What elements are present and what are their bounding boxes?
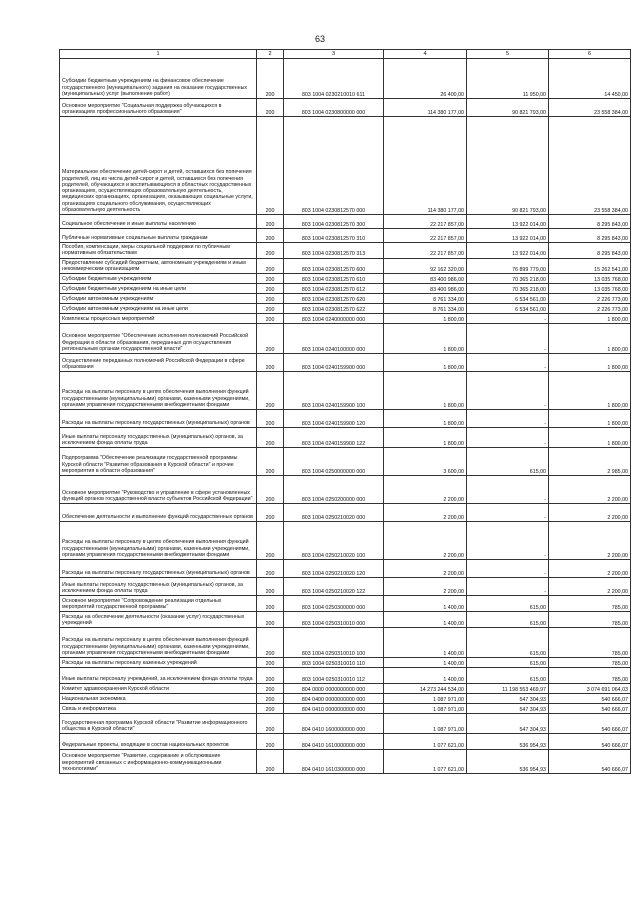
row-col5-cell: -	[467, 578, 549, 596]
row-col6-cell: 785,00	[549, 658, 631, 668]
page-number: 63	[314, 34, 325, 44]
row-col5-cell: 90 821 793,00	[467, 117, 549, 215]
table-row	[60, 522, 631, 560]
row-name-cell: Расходы на выплаты персоналу государственных (муниципальных) органов	[60, 560, 257, 578]
row-col2-cell: 200	[257, 448, 284, 476]
table-row	[60, 596, 631, 612]
row-col5-cell: -	[467, 354, 549, 372]
row-code-cell: 803 1004 0250210020 120	[284, 560, 384, 578]
row-col4-cell: 1 077 621,00	[384, 750, 467, 774]
row-col4-cell: 26 400,00	[384, 59, 467, 99]
row-code-cell: 803 1004 0230812570 622	[284, 304, 384, 314]
row-name-cell: Социальное обеспечение и иные выплаты населению	[60, 215, 257, 229]
row-col2-cell: 200	[257, 294, 284, 304]
row-col4-cell: 1 400,00	[384, 612, 467, 628]
row-code-cell: 803 1004 0250210020 000	[284, 504, 384, 522]
row-col5-cell: -	[467, 410, 549, 428]
row-col4-cell: 92 162 320,00	[384, 258, 467, 274]
row-code-cell: 804 0410 1610300000 000	[284, 750, 384, 774]
column-header: 4	[384, 50, 467, 59]
table-row	[60, 448, 631, 476]
row-name-cell: Иные выплаты персоналу учреждений, за исключением фонда оплаты труда	[60, 668, 257, 684]
row-code-cell: 803 1004 0250310010 110	[284, 658, 384, 668]
row-col4-cell: 8 761 334,00	[384, 294, 467, 304]
row-col5-cell: 90 821 793,00	[467, 99, 549, 117]
row-col5-cell: 615,00	[467, 612, 549, 628]
table-row	[60, 354, 631, 372]
table-row	[60, 612, 631, 628]
row-col5-cell: 13 922 014,00	[467, 243, 549, 259]
row-name-cell: Предоставление субсидий бюджетным, автономным учреждениям и иным некоммерческим организациям	[60, 258, 257, 274]
row-name-cell: Федеральные проекты, входящие в состав национальных проектов	[60, 734, 257, 750]
row-col2-cell: 200	[257, 274, 284, 284]
row-col5-cell: 547 304,93	[467, 704, 549, 714]
row-col6-cell: 15 262 541,00	[549, 258, 631, 274]
row-col5-cell: 13 922 014,00	[467, 229, 549, 243]
row-col2-cell: 200	[257, 476, 284, 504]
row-name-cell: Основное мероприятие "Развитие, содержание и обслуживание мероприятий связанных с информационно-коммуникационными технологиями"	[60, 750, 257, 774]
row-name-cell: Государственная программа Курской области "Развитие информационного общества в Курской области"	[60, 714, 257, 734]
row-col4-cell: 2 200,00	[384, 522, 467, 560]
row-code-cell: 804 0410 0000000000 000	[284, 704, 384, 714]
row-code-cell: 803 1004 0240000000 000	[284, 314, 384, 324]
row-col6-cell: 540 666,07	[549, 694, 631, 704]
row-name-cell: Субсидии бюджетным учреждениям на иные цели	[60, 284, 257, 294]
row-name-cell: Иные выплаты персоналу государственных (муниципальных) органов, за исключением фонда оплаты труда	[60, 578, 257, 596]
row-name-cell: Публичные нормативные социальные выплаты гражданам	[60, 229, 257, 243]
row-col2-cell: 200	[257, 243, 284, 259]
row-code-cell: 803 1004 0230800000 000	[284, 99, 384, 117]
row-col2-cell: 200	[257, 428, 284, 448]
row-code-cell: 803 1004 0250310010 100	[284, 628, 384, 658]
row-name-cell: Осуществление переданных полномочий Российской Федерации в сфере образования	[60, 354, 257, 372]
row-col2-cell: 200	[257, 284, 284, 294]
row-col5-cell: 615,00	[467, 668, 549, 684]
row-col2-cell: 200	[257, 99, 284, 117]
row-col4-cell: 1 800,00	[384, 372, 467, 410]
row-col6-cell: 8 295 843,00	[549, 243, 631, 259]
row-name-cell: Расходы на выплаты персоналу в целях обеспечения выполнения функций государственными (муниципальными) органами, казенными учреждениями, органами управления государственными внебюджетными фондами	[60, 522, 257, 560]
row-col5-cell: 615,00	[467, 448, 549, 476]
column-header: 1	[60, 50, 257, 59]
budget-table	[59, 49, 631, 774]
table-row	[60, 578, 631, 596]
row-col4-cell: 1 800,00	[384, 324, 467, 354]
row-col4-cell: 22 217 857,00	[384, 215, 467, 229]
row-col4-cell: 8 761 334,00	[384, 304, 467, 314]
row-name-cell: Субсидии бюджетным учреждениям	[60, 274, 257, 284]
row-col6-cell: 23 558 384,00	[549, 117, 631, 215]
row-code-cell: 803 1004 0250310010 112	[284, 668, 384, 684]
row-col5-cell: -	[467, 372, 549, 410]
row-code-cell: 803 1004 0250000000 000	[284, 448, 384, 476]
row-code-cell: 803 1004 0250200000 000	[284, 476, 384, 504]
row-col6-cell: 2 200,00	[549, 578, 631, 596]
row-col4-cell: 1 077 621,00	[384, 734, 467, 750]
row-col4-cell: 114 380 177,00	[384, 99, 467, 117]
row-col4-cell: 2 200,00	[384, 560, 467, 578]
row-name-cell: Комплексы процессных мероприятий	[60, 314, 257, 324]
row-col6-cell: 8 295 843,00	[549, 215, 631, 229]
row-col6-cell: 785,00	[549, 628, 631, 658]
row-col5-cell: 13 922 014,00	[467, 215, 549, 229]
row-code-cell: 803 1004 0240100000 000	[284, 324, 384, 354]
row-col4-cell: 2 200,00	[384, 504, 467, 522]
row-name-cell: Подпрограмма "Обеспечение реализации государственной программы Курской области "Развитие образования в Курской области" и прочие мероприятия в области образования"	[60, 448, 257, 476]
row-col4-cell: 1 087 971,00	[384, 704, 467, 714]
row-name-cell: Национальная экономика	[60, 694, 257, 704]
row-name-cell: Расходы на выплаты персоналу в целях обеспечения выполнения функций государственными (муниципальными) органами, казенными учреждениями, органами управления государственными внебюджетными фондами	[60, 372, 257, 410]
column-header: 2	[257, 50, 284, 59]
row-col4-cell: 2 200,00	[384, 476, 467, 504]
row-col6-cell: 8 295 843,00	[549, 229, 631, 243]
row-col5-cell: 6 534 561,00	[467, 304, 549, 314]
row-col4-cell: 2 200,00	[384, 578, 467, 596]
row-col6-cell: 1 800,00	[549, 428, 631, 448]
row-col2-cell: 200	[257, 354, 284, 372]
row-col2-cell: 200	[257, 596, 284, 612]
row-col5-cell: 615,00	[467, 658, 549, 668]
table-row	[60, 694, 631, 704]
row-col6-cell: 2 200,00	[549, 560, 631, 578]
row-col6-cell: 2 226 773,00	[549, 304, 631, 314]
table-row	[60, 284, 631, 294]
row-col5-cell: 76 899 779,00	[467, 258, 549, 274]
row-col4-cell: 1 400,00	[384, 596, 467, 612]
row-col2-cell: 200	[257, 504, 284, 522]
table-row	[60, 750, 631, 774]
row-col5-cell: 615,00	[467, 596, 549, 612]
table-row	[60, 294, 631, 304]
row-code-cell: 804 0410 1600000000 000	[284, 714, 384, 734]
row-col2-cell: 200	[257, 410, 284, 428]
row-col2-cell: 200	[257, 734, 284, 750]
row-col5-cell: 547 304,93	[467, 694, 549, 704]
table-row	[60, 372, 631, 410]
row-col6-cell: 2 226 773,00	[549, 294, 631, 304]
row-code-cell: 803 1004 0230812570 313	[284, 243, 384, 259]
table-row	[60, 714, 631, 734]
row-col2-cell: 200	[257, 314, 284, 324]
column-header: 6	[549, 50, 631, 59]
row-code-cell: 803 1004 0240159900 122	[284, 428, 384, 448]
row-col6-cell: 14 450,00	[549, 59, 631, 99]
row-col6-cell: 13 035 768,00	[549, 284, 631, 294]
table-row	[60, 274, 631, 284]
row-code-cell: 803 1004 0250210020 100	[284, 522, 384, 560]
row-col6-cell: 785,00	[549, 596, 631, 612]
row-col5-cell: 536 954,93	[467, 750, 549, 774]
row-col2-cell: 200	[257, 578, 284, 596]
row-code-cell: 803 1004 0230812570 620	[284, 294, 384, 304]
row-name-cell: Иные выплаты персоналу государственных (муниципальных) органов, за исключением фонда оплаты труда	[60, 428, 257, 448]
row-col4-cell: 83 400 986,00	[384, 274, 467, 284]
row-col2-cell: 200	[257, 684, 284, 694]
row-col6-cell: 13 035 768,00	[549, 274, 631, 284]
row-code-cell: 803 1004 0230812570 310	[284, 229, 384, 243]
table-row	[60, 658, 631, 668]
row-code-cell: 804 0000 0000000000 000	[284, 684, 384, 694]
row-col2-cell: 200	[257, 304, 284, 314]
row-col5-cell: 70 365 218,00	[467, 284, 549, 294]
row-name-cell: Основное мероприятие "Сопровождение реализации отдельных мероприятий государственной программы"	[60, 596, 257, 612]
row-code-cell: 804 0410 1610000000 000	[284, 734, 384, 750]
table-row	[60, 628, 631, 658]
row-col6-cell: 2 200,00	[549, 522, 631, 560]
table-row	[60, 117, 631, 215]
row-code-cell: 803 1004 0230210010 611	[284, 59, 384, 99]
row-col6-cell: 540 666,07	[549, 750, 631, 774]
row-name-cell: Субсидии автономным учреждениям на иные цели	[60, 304, 257, 314]
row-col2-cell: 200	[257, 324, 284, 354]
table-row	[60, 476, 631, 504]
row-col5-cell: 6 534 561,00	[467, 294, 549, 304]
row-col6-cell: 23 558 384,00	[549, 99, 631, 117]
row-col5-cell: -	[467, 522, 549, 560]
row-code-cell: 803 1004 0250210020 122	[284, 578, 384, 596]
row-col5-cell: -	[467, 428, 549, 448]
table-row	[60, 304, 631, 314]
row-col2-cell: 200	[257, 258, 284, 274]
row-col5-cell: 615,00	[467, 628, 549, 658]
row-name-cell: Субсидии автономным учреждениям	[60, 294, 257, 304]
row-name-cell: Расходы на обеспечение деятельности (оказание услуг) государственных учреждений	[60, 612, 257, 628]
row-name-cell: Основное мероприятие "Обеспечение исполнения полномочий Российской Федерации в области образования, переданных для осуществления региональным органам государственной власти"	[60, 324, 257, 354]
row-name-cell: Пособия, компенсации, меры социальной поддержки по публичным нормативным обязательствам	[60, 243, 257, 259]
row-col6-cell: 540 666,07	[549, 714, 631, 734]
row-col4-cell: 1 800,00	[384, 354, 467, 372]
table-row	[60, 704, 631, 714]
row-col4-cell: 14 273 244 534,00	[384, 684, 467, 694]
row-name-cell: Основное мероприятие "Руководство и управление в сфере установленных функций органов государственной власти субъектов Российской Федерации"	[60, 476, 257, 504]
row-col6-cell: 1 800,00	[549, 324, 631, 354]
row-col5-cell: -	[467, 560, 549, 578]
row-col4-cell: 22 217 857,00	[384, 243, 467, 259]
row-col4-cell: 83 400 986,00	[384, 284, 467, 294]
table-row	[60, 668, 631, 684]
table-row	[60, 684, 631, 694]
header-row	[60, 50, 631, 59]
row-code-cell: 803 1004 0230812570 000	[284, 117, 384, 215]
table-row	[60, 504, 631, 522]
row-col4-cell: 1 800,00	[384, 410, 467, 428]
row-col4-cell: 1 400,00	[384, 628, 467, 658]
row-col2-cell: 200	[257, 750, 284, 774]
row-col5-cell: 11 950,00	[467, 59, 549, 99]
table-row	[60, 324, 631, 354]
row-col2-cell: 200	[257, 522, 284, 560]
column-header: 5	[467, 50, 549, 59]
row-col4-cell: 114 380 177,00	[384, 117, 467, 215]
table-row	[60, 215, 631, 229]
row-col4-cell: 1 800,00	[384, 314, 467, 324]
row-col4-cell: 22 217 857,00	[384, 229, 467, 243]
row-name-cell: Расходы на выплаты персоналу казенных учреждений	[60, 658, 257, 668]
row-col2-cell: 200	[257, 628, 284, 658]
row-col5-cell: -	[467, 314, 549, 324]
row-name-cell: Обеспечение деятельности и выполнение функций государственных органов	[60, 504, 257, 522]
row-col6-cell: 1 800,00	[549, 354, 631, 372]
table-row	[60, 560, 631, 578]
row-col5-cell: 547 304,93	[467, 714, 549, 734]
row-code-cell: 803 1004 0230812570 600	[284, 258, 384, 274]
table-row	[60, 243, 631, 259]
row-col2-cell: 200	[257, 714, 284, 734]
row-code-cell: 803 1004 0230812570 610	[284, 274, 384, 284]
row-col4-cell: 1 087 971,00	[384, 694, 467, 704]
row-col6-cell: 2 200,00	[549, 476, 631, 504]
row-name-cell: Комитет здравоохранения Курской области	[60, 684, 257, 694]
row-col6-cell: 2 985,00	[549, 448, 631, 476]
row-col4-cell: 3 600,00	[384, 448, 467, 476]
row-name-cell: Расходы на выплаты персоналу в целях обеспечения выполнения функций государственными (муниципальными) органами, казенными учреждениями, органами управления государственными внебюджетными фондами	[60, 628, 257, 658]
row-name-cell: Материальное обеспечение детей-сирот и детей, оставшихся без попечения родителей, лиц из числа детей-сирот и детей, оставшихся без попечения родителей, обучающихся и воспитывающихся в областных государственных организациях, осуществляющих образовательную деятельность, медицинских организациях, организациях, оказывающих социальные услуги, организациях социального обслуживания, осуществляющих образовательную деятельность	[60, 117, 257, 215]
row-col4-cell: 1 087 971,00	[384, 714, 467, 734]
table-row	[60, 734, 631, 750]
table-row	[60, 99, 631, 117]
row-col2-cell: 200	[257, 658, 284, 668]
table-row	[60, 59, 631, 99]
table-row	[60, 428, 631, 448]
row-col5-cell: 536 954,93	[467, 734, 549, 750]
row-col6-cell: 1 800,00	[549, 410, 631, 428]
row-name-cell: Связь и информатика	[60, 704, 257, 714]
row-col2-cell: 200	[257, 215, 284, 229]
table-row	[60, 229, 631, 243]
row-code-cell: 803 1004 0230812570 300	[284, 215, 384, 229]
row-code-cell: 804 0400 0000000000 000	[284, 694, 384, 704]
row-code-cell: 803 1004 0250300000 000	[284, 596, 384, 612]
row-col6-cell: 2 200,00	[549, 504, 631, 522]
row-name-cell: Расходы на выплаты персоналу государственных (муниципальных) органов	[60, 410, 257, 428]
table-row	[60, 410, 631, 428]
row-col2-cell: 200	[257, 59, 284, 99]
row-code-cell: 803 1004 0250310010 000	[284, 612, 384, 628]
row-col5-cell: 11 198 553 469,97	[467, 684, 549, 694]
row-code-cell: 803 1004 0230812570 612	[284, 284, 384, 294]
row-col5-cell: 70 365 218,00	[467, 274, 549, 284]
row-col2-cell: 200	[257, 704, 284, 714]
row-col2-cell: 200	[257, 372, 284, 410]
table-row	[60, 258, 631, 274]
row-col2-cell: 200	[257, 612, 284, 628]
table-row	[60, 314, 631, 324]
row-name-cell: Субсидии бюджетным учреждениям на финансовое обеспечение государственного (муниципального) задания на оказание государственных (муниципальных) услуг (выполнение работ)	[60, 59, 257, 99]
row-col4-cell: 1 400,00	[384, 658, 467, 668]
row-col2-cell: 200	[257, 668, 284, 684]
row-code-cell: 803 1004 0240159900 120	[284, 410, 384, 428]
column-header: 3	[284, 50, 384, 59]
row-col2-cell: 200	[257, 560, 284, 578]
row-col4-cell: 1 800,00	[384, 428, 467, 448]
row-col6-cell: 540 666,07	[549, 704, 631, 714]
row-col5-cell: -	[467, 324, 549, 354]
row-code-cell: 803 1004 0240159900 000	[284, 354, 384, 372]
row-col5-cell: -	[467, 504, 549, 522]
row-col5-cell: -	[467, 476, 549, 504]
row-col4-cell: 1 400,00	[384, 668, 467, 684]
row-col6-cell: 540 666,07	[549, 734, 631, 750]
row-col2-cell: 200	[257, 694, 284, 704]
row-name-cell: Основное мероприятие "Социальная поддержка обучающихся в организациях профессионального образования"	[60, 99, 257, 117]
row-col6-cell: 785,00	[549, 668, 631, 684]
row-col6-cell: 1 800,00	[549, 314, 631, 324]
row-col6-cell: 1 800,00	[549, 372, 631, 410]
row-col2-cell: 200	[257, 229, 284, 243]
row-col2-cell: 200	[257, 117, 284, 215]
row-code-cell: 803 1004 0240159900 100	[284, 372, 384, 410]
row-col6-cell: 785,00	[549, 612, 631, 628]
row-col6-cell: 3 074 691 064,03	[549, 684, 631, 694]
